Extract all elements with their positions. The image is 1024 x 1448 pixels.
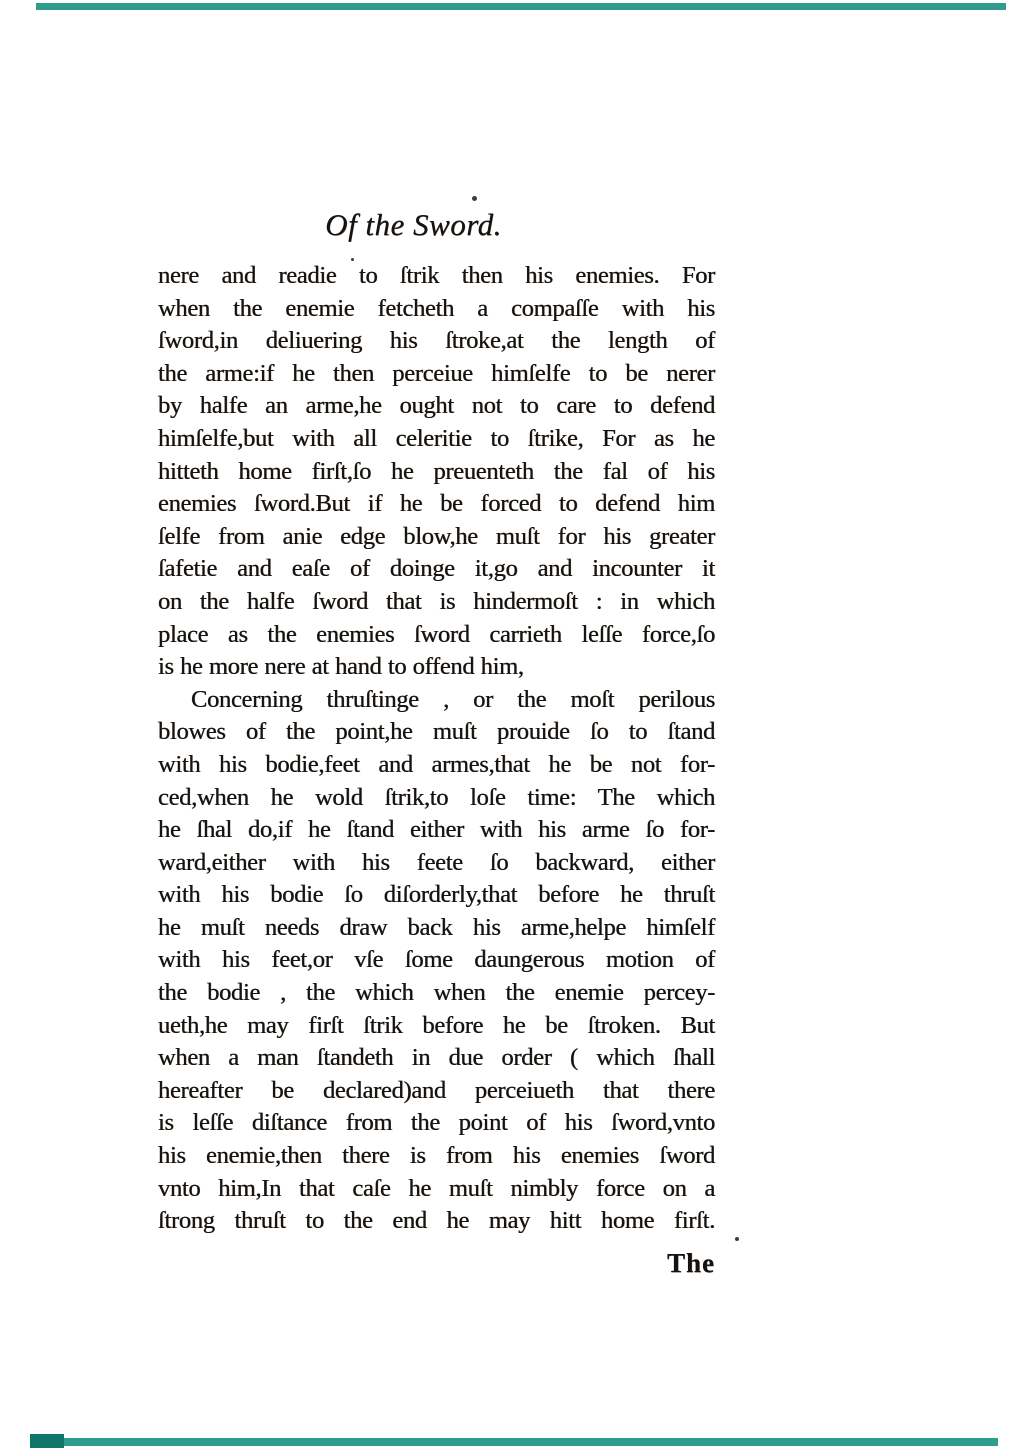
text-line: vnto him,In that caſe he muſt nimbly force on a [158,1174,715,1202]
scan-artifact-top-bar [36,3,1006,10]
scan-artifact-corner-blob [30,1434,64,1448]
text-line: Concerning thruſtinge , or the moſt perilous [191,685,715,713]
text-line: on the halfe ſword that is hindermoſt : in which [158,587,715,615]
text-line: enemies ſword.But if he be forced to defend him [158,490,715,518]
text-line: his enemie,then there is from his enemies ſword [158,1142,715,1170]
text-line: when a man ſtandeth in due order ( which ſhall [158,1044,715,1072]
text-line: hitteth home firſt,ſo he preuenteth the fal of his [158,457,715,485]
text-line: ſelfe from anie edge blow,he muſt for his greater [158,522,715,550]
text-line: he ſhal do,if he ſtand either with his arme ſo for- [158,816,715,844]
text-line: with his bodie,feet and armes,that he be not for- [158,750,715,778]
scan-artifact-bottom-bar [30,1438,998,1446]
text-line: nere and readie to ſtrik then his enemies. For [158,262,715,289]
page-title: Of the Sword. [325,207,502,242]
text-line: when the enemie fetcheth a compaſſe with his [158,294,715,322]
text-line: hereafter be declared)and perceiueth that there [158,1076,715,1104]
catchword: The [666,1248,715,1278]
text-line: he muſt needs draw back his arme,helpe himſelf [158,913,715,941]
text-line: ſword,in deliuering his ſtroke,at the length of [158,327,715,355]
text-line: blowes of the point,he muſt prouide ſo to ſtand [158,718,715,746]
text-line: ueth,he may firſt ſtrik before he be ſtroken. But [158,1011,715,1039]
text-line: with his feet,or vſe ſome daungerous motion of [158,946,715,974]
text-line: with his bodie ſo diſorderly,that before he thruſt [158,881,715,909]
text-block [158,260,715,1238]
text-line: the arme:if he then perceiue himſelfe to be nerer [158,359,715,387]
text-line: ſtrong thruſt to the end he may hitt home firſt. [158,1207,715,1235]
text-line: ward,either with his feete ſo backward, either [158,848,715,876]
ink-speck [472,196,477,201]
text-line: the bodie , the which when the enemie percey- [158,979,715,1007]
text-line: is he more nere at hand to offend him, [158,653,524,681]
text-line: himſelfe,but with all celeritie to ſtrike, For as he [158,424,715,452]
text-line: is leſſe diſtance from the point of his ſword,vnto [158,1109,715,1137]
text-line: ced,when he wold ſtrik,to loſe time: The which [158,783,715,811]
text-line: place as the enemies ſword carrieth leſſe force,ſo [158,620,715,648]
ink-speck [735,1237,739,1241]
text-line: ſafetie and eaſe of doinge it,go and incounter it [158,555,715,583]
text-line: by halfe an arme,he ought not to care to defend [158,392,715,420]
